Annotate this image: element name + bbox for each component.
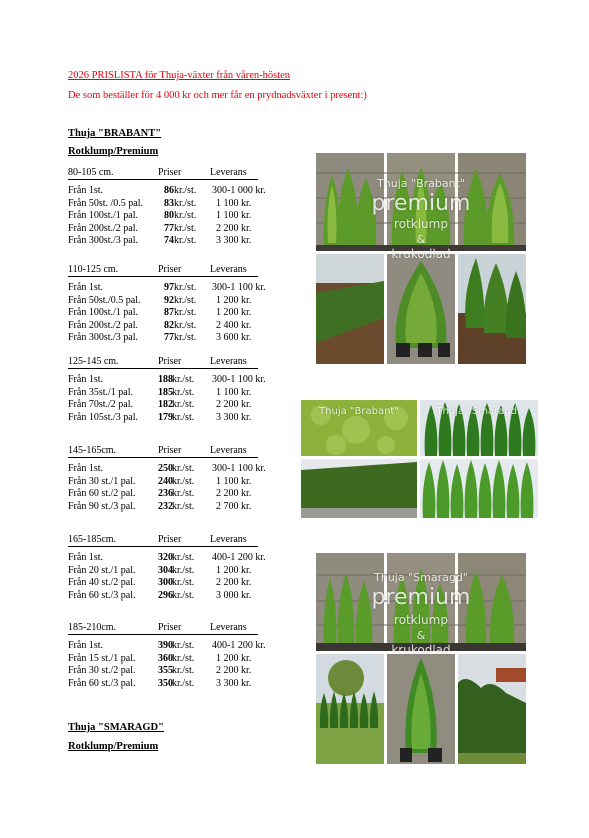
price-unit: kr./st.: [174, 235, 197, 247]
quantity-label: Från 60 st./2 pal.: [68, 488, 136, 500]
quantity-label: Från 200st./2 pal.: [68, 319, 138, 331]
price-value: 182: [158, 399, 173, 411]
price-value: 240: [158, 475, 173, 487]
quantity-label: Från 60 st./3 pal.: [68, 677, 136, 689]
brabant-subtitle: Rotklump/Premium: [68, 146, 159, 157]
hedge-collage-image: [301, 400, 538, 518]
delivery-cost: 2 200 kr.: [216, 577, 252, 589]
smaragd-watermark-line3: rotklump: [394, 613, 448, 627]
smaragd-watermark-line5: krukodlad: [391, 643, 451, 657]
smaragd-watermark-line1: Thuja "Smaragd": [374, 571, 468, 584]
quantity-label: Från 100st./1 pal.: [68, 307, 138, 319]
priser-label: Priser: [158, 534, 182, 545]
price-unit: kr./st.: [174, 197, 197, 209]
price-value: 83: [164, 197, 174, 209]
smaragd-watermark-line2: premium: [371, 585, 471, 610]
quantity-label: Från 1st.: [68, 282, 103, 293]
delivery-cost: 1 100 kr.: [216, 386, 252, 398]
brabant-small-watermark: Thuja "Brabant": [319, 406, 399, 417]
price-unit: kr./st.: [172, 500, 195, 512]
price-unit: kr./st.: [172, 665, 195, 677]
price-unit: kr./st.: [172, 374, 195, 385]
quantity-label: Från 105st./3 pal.: [68, 411, 138, 423]
price-value: 350: [158, 677, 173, 689]
price-unit: kr./st.: [172, 411, 195, 423]
quantity-label: Från 20 st./1 pal.: [68, 564, 136, 576]
price-value: 87: [164, 307, 174, 319]
price-unit: kr./st.: [174, 282, 197, 293]
delivery-cost: 3 300 kr.: [216, 677, 252, 689]
size-label: 110-125 cm.: [68, 264, 119, 275]
brabant-photo-collage: [316, 153, 526, 364]
delivery-cost: 300-1 100 kr.: [212, 282, 266, 293]
brabant-watermark-line4: &: [416, 233, 426, 246]
delivery-cost: 3 600 kr.: [216, 332, 252, 344]
delivery-cost: 400-1 200 kr.: [212, 552, 266, 563]
price-value: 250: [158, 463, 173, 474]
delivery-cost: 2 200 kr.: [216, 665, 252, 677]
delivery-cost: 1 100 kr.: [216, 475, 252, 487]
delivery-cost: 1 100 kr.: [216, 210, 252, 222]
size-label: 185-210cm.: [68, 622, 117, 633]
size-label: 80-105 cm.: [68, 167, 114, 178]
delivery-cost: 1 200 kr.: [216, 307, 252, 319]
leverans-label: Leverans: [210, 622, 247, 633]
delivery-cost: 1 200 kr.: [216, 652, 252, 664]
size-label: 165-185cm.: [68, 534, 117, 545]
price-value: 304: [158, 564, 173, 576]
smaragd-small-watermark: Thuja "Smaragd": [436, 406, 522, 417]
price-value: 74: [164, 235, 174, 247]
quantity-label: Från 1st.: [68, 185, 103, 196]
delivery-cost: 2 700 kr.: [216, 500, 252, 512]
brabant-watermark-line1: Thuja "Brabant": [377, 177, 465, 190]
price-unit: kr./st.: [174, 294, 197, 306]
delivery-cost: 2 200 kr.: [216, 488, 252, 500]
price-value: 232: [158, 500, 173, 512]
price-unit: kr./st.: [172, 652, 195, 664]
price-value: 97: [164, 282, 174, 293]
delivery-cost: 3 300 kr.: [216, 411, 252, 423]
brabant-watermark-line5: krukodlad: [391, 247, 451, 261]
delivery-cost: 3 000 kr.: [216, 589, 252, 601]
leverans-label: Leverans: [210, 445, 247, 456]
price-value: 86: [164, 185, 174, 196]
quantity-label: Från 1st.: [68, 552, 103, 563]
delivery-cost: 1 200 kr.: [216, 564, 252, 576]
priser-label: Priser: [158, 356, 182, 367]
section-header: [68, 445, 258, 458]
size-label: 145-165cm.: [68, 445, 117, 456]
price-value: 390: [158, 640, 173, 651]
smaragd-photo-collage: [316, 553, 526, 764]
price-list-title: 2026 PRISLISTA för Thuja-växter från våren-hösten: [68, 70, 291, 81]
price-value: 80: [164, 210, 174, 222]
delivery-cost: 2 200 kr.: [216, 399, 252, 411]
price-value: 92: [164, 294, 174, 306]
price-unit: kr./st.: [172, 564, 195, 576]
quantity-label: Från 90 st./3 pal.: [68, 500, 136, 512]
delivery-cost: 400-1 200 kr.: [212, 640, 266, 651]
priser-label: Priser: [158, 445, 182, 456]
quantity-label: Från 300st./3 pal.: [68, 332, 138, 344]
smaragd-subtitle: Rotklump/Premium: [68, 741, 159, 752]
price-unit: kr./st.: [174, 307, 197, 319]
leverans-label: Leverans: [210, 167, 247, 178]
price-value: 77: [164, 222, 174, 234]
quantity-label: Från 35st./1 pal.: [68, 386, 133, 398]
quantity-label: Från 60 st./3 pal.: [68, 589, 136, 601]
section-header: [68, 622, 258, 635]
price-unit: kr./st.: [172, 577, 195, 589]
quantity-label: Från 15 st./1 pal.: [68, 652, 136, 664]
section-header: [68, 356, 258, 369]
priser-label: Priser: [158, 264, 182, 275]
quantity-label: Från 30 st./2 pal.: [68, 665, 136, 677]
price-unit: kr./st.: [174, 319, 197, 331]
leverans-label: Leverans: [210, 356, 247, 367]
price-value: 82: [164, 319, 174, 331]
price-value: 179: [158, 411, 173, 423]
delivery-cost: 300-1 100 kr.: [212, 374, 266, 385]
quantity-label: Från 100st./1 pal.: [68, 210, 138, 222]
price-unit: kr./st.: [172, 640, 195, 651]
delivery-cost: 1 200 kr.: [216, 294, 252, 306]
promo-text: De som beställer för 4 000 kr och mer får en prydnadsväxter i present:): [68, 90, 367, 101]
delivery-cost: 300-1 000 kr.: [212, 185, 266, 196]
price-value: 355: [158, 665, 173, 677]
quantity-label: Från 50st. /0.5 pal.: [68, 197, 143, 209]
price-value: 296: [158, 589, 173, 601]
smaragd-watermark-line4: &: [416, 629, 426, 642]
size-label: 125-145 cm.: [68, 356, 119, 367]
quantity-label: Från 1st.: [68, 640, 103, 651]
delivery-cost: 300-1 100 kr.: [212, 463, 266, 474]
quantity-label: Från 200st./2 pal.: [68, 222, 138, 234]
priser-label: Priser: [158, 167, 182, 178]
delivery-cost: 2 400 kr.: [216, 319, 252, 331]
delivery-cost: 3 300 kr.: [216, 235, 252, 247]
brabant-watermark-line3: rotklump: [394, 217, 448, 231]
price-unit: kr./st.: [174, 332, 197, 344]
price-unit: kr./st.: [172, 677, 195, 689]
price-value: 185: [158, 386, 173, 398]
hedge-photo-collage: [301, 400, 538, 518]
quantity-label: Från 1st.: [68, 463, 103, 474]
price-unit: kr./st.: [172, 552, 195, 563]
section-header: [68, 534, 258, 547]
quantity-label: Från 1st.: [68, 374, 103, 385]
price-unit: kr./st.: [174, 185, 197, 196]
price-unit: kr./st.: [172, 589, 195, 601]
quantity-label: Från 50st./0.5 pal.: [68, 294, 141, 306]
price-unit: kr./st.: [174, 210, 197, 222]
priser-label: Priser: [158, 622, 182, 633]
quantity-label: Från 70st./2 pal.: [68, 399, 133, 411]
quantity-label: Från 300st./3 pal.: [68, 235, 138, 247]
brabant-title: Thuja "BRABANT": [68, 128, 162, 139]
quantity-label: Från 30 st./1 pal.: [68, 475, 136, 487]
leverans-label: Leverans: [210, 534, 247, 545]
price-value: 320: [158, 552, 173, 563]
delivery-cost: 2 200 kr.: [216, 222, 252, 234]
delivery-cost: 1 100 kr.: [216, 197, 252, 209]
leverans-label: Leverans: [210, 264, 247, 275]
price-value: 77: [164, 332, 174, 344]
price-value: 188: [158, 374, 173, 385]
section-header: [68, 167, 258, 180]
price-unit: kr./st.: [172, 399, 195, 411]
price-unit: kr./st.: [172, 488, 195, 500]
price-unit: kr./st.: [174, 222, 197, 234]
price-value: 360: [158, 652, 173, 664]
price-unit: kr./st.: [172, 386, 195, 398]
price-unit: kr./st.: [172, 475, 195, 487]
price-value: 236: [158, 488, 173, 500]
price-value: 300: [158, 577, 173, 589]
quantity-label: Från 40 st./2 pal.: [68, 577, 136, 589]
smaragd-title: Thuja "SMARAGD": [68, 722, 164, 733]
section-header: [68, 264, 258, 277]
price-unit: kr./st.: [172, 463, 195, 474]
brabant-watermark-line2: premium: [371, 191, 471, 216]
